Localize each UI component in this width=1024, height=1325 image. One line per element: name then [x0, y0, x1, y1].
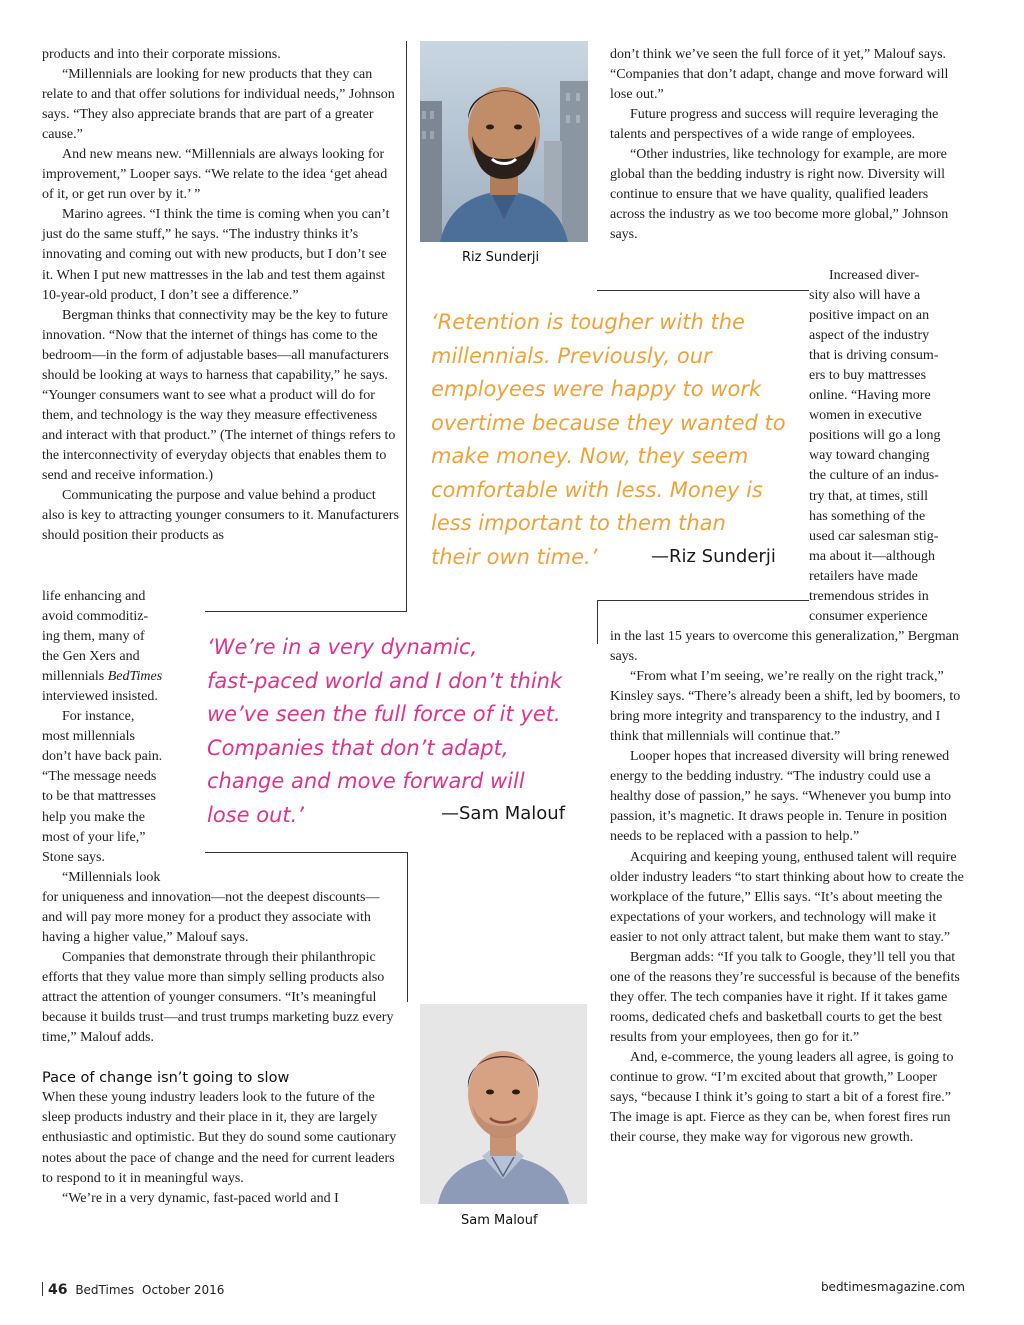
quote-rule-right: [597, 600, 598, 644]
text-line: positive impact on an: [809, 308, 930, 324]
magazine-name: BedTimes: [107, 669, 163, 685]
quote-line: comfortable with less. Money is: [431, 477, 763, 502]
paragraph: products and into their corporate missions.: [42, 47, 281, 62]
text-line: help you make the: [42, 809, 146, 825]
text-line: that is driving consum-: [809, 348, 939, 364]
quote-rule-top: [597, 290, 809, 291]
quote-rule-top: [205, 611, 407, 612]
quote-attribution: —Sam Malouf: [441, 803, 566, 824]
column-left-narrow: [42, 587, 202, 888]
footer-left: [48, 1282, 224, 1298]
quote-line: fast-paced world and I don’t think: [207, 668, 563, 693]
quote-line: ‘We’re in a very dynamic,: [207, 635, 478, 659]
photo-riz-sunderji: [420, 41, 588, 242]
quote-line: change and move forward will: [207, 769, 525, 793]
text-line: sity also will have a: [809, 288, 921, 304]
column-left: [42, 45, 399, 546]
paragraph: Communicating the purpose and value behind a product also is key to attracting younger consumers to it. Manufacturers should position their products as: [42, 488, 399, 544]
text-line: women in executive: [809, 408, 922, 424]
paragraph: for uniqueness and innovation—not the deepest discounts—and will pay more money for a product they associate with having a higher value,” Malouf says.: [42, 890, 380, 946]
paragraph: “Millennials are looking for new products that they can relate to and that offer solutions for individual needs,” Johnson says. “They also appreciate brands that are part of a greater cause.”: [42, 67, 395, 143]
text-line: used car salesman stig-: [809, 528, 939, 544]
text-line: positions will go a long: [809, 428, 941, 444]
footer-url: bedtimesmagazine.com: [820, 1280, 965, 1294]
text-line: the Gen Xers and: [42, 649, 140, 665]
issue-date: October 2016: [142, 1283, 225, 1297]
text-line: ing them, many of: [42, 629, 145, 645]
paragraph: And new means new. “Millennials are always looking for improvement,” Looper says. “We relate to the idea ‘get ahead of it, or get run over by it.’ ”: [42, 147, 388, 203]
quote-line: their own time.’: [431, 544, 598, 569]
paragraph: Bergman adds: “If you talk to Google, they’ll tell you that one of the reasons they’re successful is because of the benefits they offer. The tech companies have it right. If it takes game rooms, dedicated chefs and basketball courts to get the best results from your employees, then go for it.”: [610, 949, 960, 1045]
paragraph: When these young industry leaders look to the future of the sleep products industry and their place in it, they are largely enthusiastic and optimistic. But they do sound some cautionary notes about the pace of change and the need for current leaders to respond to it in meaningful ways.: [42, 1090, 397, 1186]
quote-rule-right: [407, 852, 408, 1002]
quote-line: overtime because they wanted to: [431, 410, 786, 435]
quote-rule-left: [406, 41, 407, 611]
quote-rule-bottom: [205, 852, 408, 853]
column-right-lower: [610, 627, 965, 1148]
text-line: most of your life,”: [42, 829, 146, 845]
photo-caption: Riz Sunderji: [462, 250, 540, 265]
text-line: consumer experience: [809, 608, 928, 624]
pull-quote-dynamic: [207, 631, 562, 832]
paragraph: “We’re in a very dynamic, fast-paced world and I: [62, 1190, 339, 1206]
text-line: the culture of an indus-: [809, 468, 939, 484]
footer-divider: [42, 1282, 43, 1296]
text-line: way toward changing: [809, 448, 930, 464]
text-line: “Millennials look: [62, 869, 161, 885]
paragraph: in the last 15 years to overcome this generalization,” Bergman says.: [610, 629, 959, 665]
column-right-narrow: [809, 266, 965, 627]
section-heading: Pace of change isn’t going to slow: [42, 1070, 290, 1087]
text-line: Stone says.: [42, 849, 105, 865]
pull-quote-retention: [431, 306, 786, 574]
column-left-lower: [42, 888, 399, 1209]
quote-line: millennials. Previously, our: [431, 343, 712, 368]
text-line: to be that mattresses: [42, 789, 156, 805]
text-line: aspect of the industry: [809, 328, 930, 344]
paragraph: Future progress and success will require leveraging the talents and perspectives of a wide range of employees.: [610, 107, 939, 143]
column-right: [610, 45, 965, 245]
text-line: ers to buy mattresses: [809, 368, 927, 384]
paragraph: don’t think we’ve seen the full force of it yet,” Malouf says. “Companies that don’t adapt, change and move forward will lose out.”: [610, 47, 949, 103]
text-line: has something of the: [809, 508, 926, 524]
magazine-name: BedTimes: [75, 1283, 135, 1297]
text-line: Increased diver-: [829, 268, 920, 283]
page-number: 46: [48, 1282, 68, 1298]
portrait-image: [420, 1004, 587, 1204]
text-line: don’t have back pain.: [42, 749, 163, 765]
quote-line: we’ve seen the full force of it yet.: [207, 702, 561, 726]
paragraph: Marino agrees. “I think the time is coming when you can’t just do the same stuff,” he says. “The industry thinks it’s innovating and coming out with new products, but I don’t see it. When I put new mattresses in the lab and test them against 10-year-old product, I don’t see a difference.”: [42, 207, 390, 303]
paragraph: Acquiring and keeping young, enthused talent will require older industry leaders “to start thinking about how to create the workplace of the future,” Ellis says. “It’s about meeting the expectations of your workers, and technology will make it easier to not only attract talent, but make them want to stay.”: [610, 849, 964, 945]
text-line: avoid commoditiz-: [42, 609, 149, 625]
paragraph: “From what I’m seeing, we’re really on the right track,” Kinsley says. “There’s already been a shift, led by boomers, to bring more integrity and transparency to the industry, and I think that millennials will continue that.”: [610, 669, 961, 745]
paragraph: And, e-commerce, the young leaders all agree, is going to continue to grow. “I’m excited about that growth,” Looper says, “because I think it’s going to start a bit of a forest fire.” The image is apt. Fierce as they can be, when forest fires run their course, they make way for vigorous new growth.: [610, 1049, 954, 1146]
portrait-image: [420, 41, 588, 242]
quote-line: Companies that don’t adapt,: [207, 735, 509, 760]
text-line: tremendous strides in: [809, 588, 929, 604]
quote-line: less important to them than: [431, 511, 726, 535]
photo-caption: Sam Malouf: [461, 1213, 538, 1228]
quote-rule-bottom: [597, 600, 809, 601]
quote-attribution: —Riz Sunderji: [651, 546, 776, 567]
text-line: life enhancing and: [42, 589, 146, 604]
text-line: millennials BedTimes: [42, 669, 163, 685]
paragraph: Looper hopes that increased diversity will bring renewed energy to the bedding industry. “The industry could use a healthy dose of passion,” he says. “Whenever you bump into passion, it’s magnetic. It draws people in. Tenure in position needs to be replaced with a passion to help.”: [610, 749, 951, 845]
paragraph: Bergman thinks that connectivity may be the key to future innovation. “Now that the internet of things has come to the bedroom—in the form of adjustable bases—all manufacturers should be looking at ways to harness that capability,” he says. “Younger consumers want to see what a product will do for them, and technology is the way they measure effectiveness and interact with that product.” (The internet of things refers to the interconnectivity of everyday objects that enables them to send and receive information.): [42, 307, 396, 483]
paragraph: Companies that demonstrate through their philanthropic efforts that they value more than simply selling products also attract the attention of younger consumers. “It’s meaningful because it builds trust—and trust trumps marketing buzz every time,” Malouf adds.: [42, 950, 394, 1046]
text-line: ma about it—although: [809, 548, 935, 564]
quote-line: employees were happy to work: [431, 377, 762, 401]
text-line: For instance,: [62, 709, 135, 725]
text-line: “The message needs: [42, 769, 157, 785]
photo-sam-malouf: [420, 1004, 587, 1204]
text-line: try that, at times, still: [809, 488, 928, 504]
text-line: retailers have made: [809, 568, 918, 584]
text-line: interviewed insisted.: [42, 689, 158, 705]
quote-line: ‘Retention is tougher with the: [431, 310, 745, 334]
quote-line: make money. Now, they seem: [431, 444, 749, 468]
paragraph: “Other industries, like technology for example, are more global than the bedding industry is right now. Diversity will continue to ensure that we have quality, qualified leaders across the industry as we too become more global,” Johnson says.: [610, 147, 949, 243]
quote-line: lose out.’: [207, 802, 304, 827]
text-line: online. “Having more: [809, 388, 931, 404]
text-line: most millennials: [42, 729, 135, 745]
